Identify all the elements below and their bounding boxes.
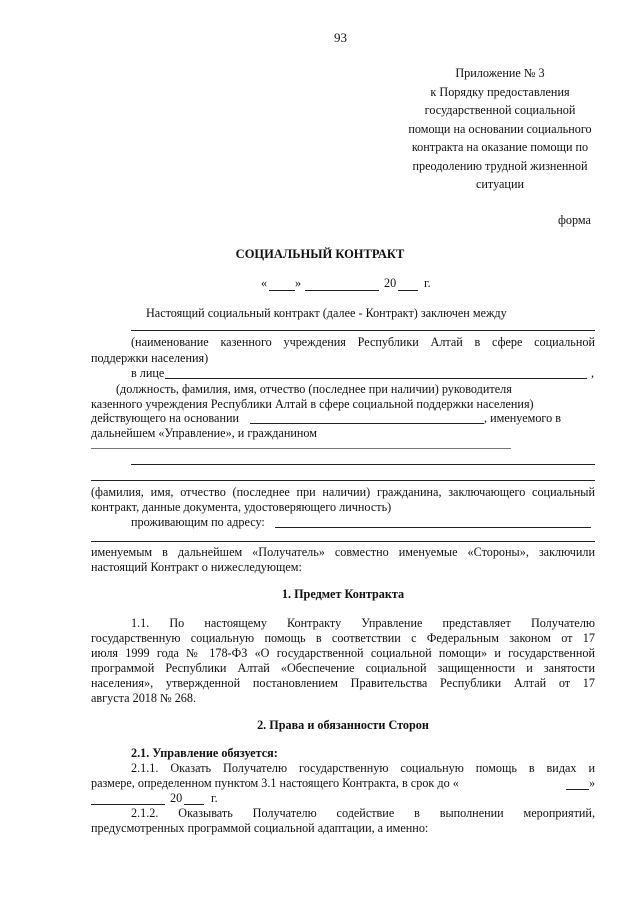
position-caption-1: (должность, фамилия, имя, отчество (последнее при наличии) руководителя	[116, 382, 512, 396]
clause-2-1-2-line-1: 2.1.2. Оказывать Получателю содействие в выполнении мероприятий,	[131, 806, 595, 820]
deadline-year-blank[interactable]	[184, 804, 204, 805]
annex-line: государственной социальной	[424, 103, 576, 117]
address-blank[interactable]	[275, 527, 591, 528]
page-number: 93	[334, 30, 347, 45]
representative-blank[interactable]	[165, 378, 587, 379]
date-day-blank[interactable]	[269, 290, 295, 291]
citizen-blank-3[interactable]	[91, 480, 595, 481]
position-caption-2: казенного учреждения Республики Алтай в сфере социальной поддержки населения)	[91, 397, 534, 411]
deadline-close-quote: »	[589, 776, 596, 790]
annex-line: помощи на основании социального	[408, 121, 592, 136]
section-1-line: августа 2018 № 268.	[91, 691, 197, 705]
annex-line: ситуации	[475, 177, 524, 191]
annex-line: контракта на оказание помощи по	[411, 140, 589, 154]
document-title: СОЦИАЛЬНЫЙ КОНТРАКТ	[235, 247, 405, 261]
comma: ,	[591, 366, 595, 380]
citizen-blank-2[interactable]	[131, 464, 595, 465]
form-label: форма	[558, 213, 591, 227]
citizen-caption-2: контракт, данные документа, удостоверяющего личность)	[91, 500, 392, 514]
citizen-blank-1[interactable]	[91, 448, 511, 449]
address-blank-2[interactable]	[91, 541, 595, 542]
acting-basis-blank[interactable]	[250, 423, 484, 424]
date-open-quote: «	[261, 276, 268, 290]
hereinafter-recipient-1: именуемым в дальнейшем «Получатель» совместно именуемые «Стороны», заключили	[91, 545, 595, 559]
clause-2-1-2-line-2: предусмотренных программой социальной адаптации, а именно:	[91, 821, 429, 835]
org-caption-2: поддержки населения)	[91, 351, 209, 365]
deadline-year-suffix: г.	[211, 791, 218, 805]
date-close-quote: »	[295, 276, 302, 290]
intro-text: Настоящий социальный контракт (далее - Контракт) заключен между	[146, 306, 507, 320]
section-1-line: июля 1999 года № 178-ФЗ «О государственной социальной помощи» и государственной	[91, 646, 595, 660]
org-name-blank[interactable]	[131, 330, 595, 331]
acting-suffix: , именуемого в	[484, 411, 561, 425]
date-year-prefix: 20	[384, 276, 397, 290]
hereinafter-management: дальнейшем «Управление», и гражданином	[91, 426, 318, 440]
annex-line: к Порядку предоставления	[430, 84, 570, 99]
deadline-day-blank[interactable]	[566, 789, 589, 790]
annex-block	[330, 64, 640, 194]
annex-line: Приложение № 3	[455, 66, 545, 80]
citizen-caption-1: (фамилия, имя, отчество (последнее при наличии) гражданина, заключающего социальный	[91, 485, 595, 499]
date-year-blank[interactable]	[398, 290, 418, 291]
org-caption-1: (наименование казенного учреждения Республики Алтай в сфере социальной	[131, 335, 595, 349]
clause-2-1-title: 2.1. Управление обязуется:	[131, 746, 278, 760]
deadline-year-prefix: 20	[170, 791, 183, 805]
section-1-line: государственную социальную помощь в соответствии с Федеральным законом от 17	[91, 631, 595, 645]
clause-2-1-1-line-2: размере, определенном пунктом 3.1 настоящего Контракта, в срок до «	[91, 776, 459, 790]
hereinafter-recipient-2: настоящий Контракт о нижеследующем:	[91, 560, 302, 574]
deadline-month-blank[interactable]	[91, 804, 165, 805]
section-1-line: 1.1. По настоящему Контракту Управление представляет Получателю	[131, 616, 595, 630]
section-1-title: 1. Предмет Контракта	[281, 587, 405, 601]
address-label: проживающим по адресу:	[131, 515, 265, 529]
annex-line: преодолению трудной жизненной	[412, 158, 588, 173]
section-2-title: 2. Права и обязанности Сторон	[257, 718, 429, 732]
section-1-line: населения», утвержденной постановлением Правительства Республики Алтай от 17	[91, 676, 595, 690]
acting-prefix: действующего на основании	[91, 411, 240, 425]
section-1-line: программой Республики Алтай «Обеспечение социальной защищенности и занятости	[91, 661, 595, 675]
clause-2-1-1-line-1: 2.1.1. Оказать Получателю государственную социальную помощь в видах и	[131, 761, 595, 775]
date-month-blank[interactable]	[305, 290, 379, 291]
in-person-label: в лице	[131, 366, 165, 380]
date-year-suffix: г.	[424, 276, 431, 290]
